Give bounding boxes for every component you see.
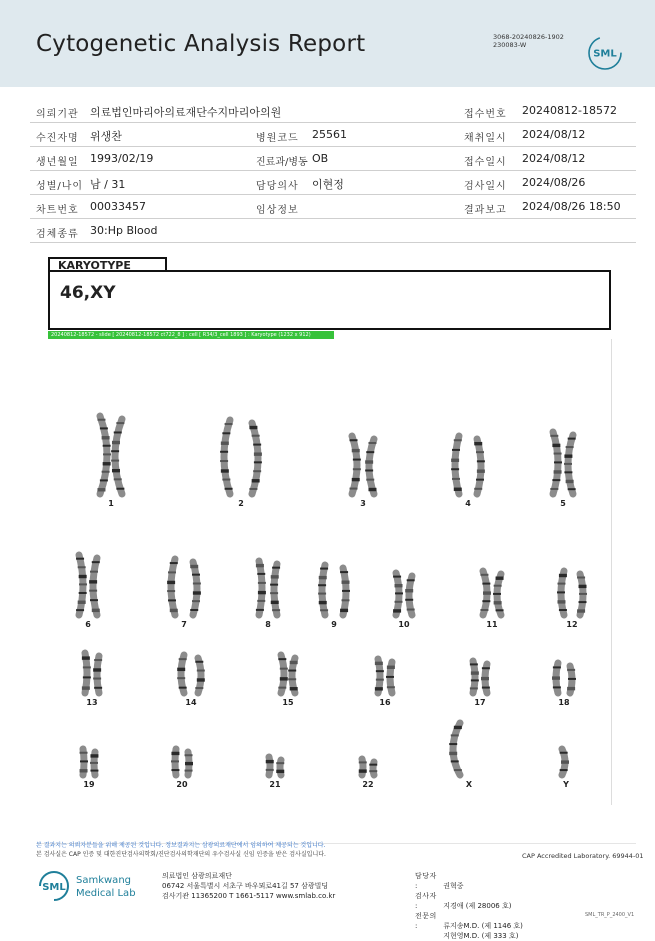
- specimen-label: 검체종류: [36, 229, 79, 240]
- chromosome-pair-20: [171, 749, 193, 775]
- staff-name: 류지송M.D. (제 1146 호): [443, 922, 523, 930]
- examinee-value: 위생찬: [90, 130, 122, 143]
- staff-block: [415, 871, 523, 941]
- samkwang-logo-icon: [36, 868, 154, 904]
- karyotype-tab: KARYOTYPE: [48, 257, 167, 270]
- chromosome-pair-2: [220, 420, 262, 494]
- chromosome-pair-9: [318, 565, 350, 615]
- chromosome-label-9: 9: [331, 620, 337, 629]
- chart-no-value: 00033457: [90, 200, 146, 213]
- collection-date-value: 2024/08/12: [522, 128, 586, 141]
- info-row: [30, 147, 636, 171]
- report-id-line-1: 3068-20240826-1902: [493, 33, 564, 41]
- info-row: [30, 171, 636, 195]
- test-date-label: 검사일시: [464, 181, 507, 192]
- chromosome-label-19: 19: [83, 780, 95, 789]
- institution-value: 의료법인마리아의료재단수지마리아의원: [90, 106, 282, 119]
- org-contact: 검사기관 11365200 T 1661-5117 www.smlab.co.kr: [162, 892, 336, 900]
- report-id-line-2: 230083-W: [493, 41, 527, 49]
- chromosome-pair-18: [552, 663, 576, 693]
- staff-name: 지현영M.D. (제 333 호): [443, 932, 519, 940]
- info-row: [30, 219, 636, 243]
- chromosome-label-4: 4: [465, 499, 471, 508]
- info-row: [30, 99, 636, 123]
- dept-label: 진료과/병동: [256, 157, 308, 168]
- chromosome-pair-6: [76, 555, 100, 615]
- staff-row: [415, 891, 523, 911]
- ward-code-label: 병원코드: [256, 133, 299, 144]
- chromosome-pair-3: [350, 436, 377, 494]
- chromosome-pair-13: [82, 653, 102, 693]
- chart-no-label: 차트번호: [36, 205, 79, 216]
- dob-value: 1993/02/19: [90, 152, 154, 165]
- chromosome-label-16: 16: [379, 698, 391, 707]
- dob-label: 생년월일: [36, 157, 79, 168]
- staff-name: 권혁중: [443, 882, 464, 890]
- chromosome-pair-12: [557, 571, 587, 615]
- staff-label: 검사자 :: [415, 892, 437, 910]
- chromosome-pair-X: [449, 723, 462, 775]
- footer-logo-mark: SML: [42, 882, 66, 893]
- chromosome-pair-16: [375, 659, 395, 693]
- org-name: 의료법인 삼광의료재단: [162, 872, 232, 880]
- specimen-value: 30:Hp Blood: [90, 224, 158, 237]
- dept-value: OB: [312, 152, 329, 165]
- chromosome-pair-1: [97, 416, 124, 494]
- logo-text: SML: [593, 48, 617, 60]
- receipt-no-label: 접수번호: [464, 109, 507, 120]
- chromosome-label-10: 10: [398, 620, 410, 629]
- chromosome-label-X: X: [465, 780, 473, 789]
- karyogram-svg: [48, 339, 611, 805]
- chromosome-label-Y: Y: [563, 780, 569, 789]
- chromosome-pair-4: [451, 436, 485, 494]
- chromosome-pair-19: [80, 749, 99, 775]
- chromosome-label-8: 8: [265, 620, 271, 629]
- disclaimer-gray: 본 검사실은 CAP 인증 및 대한진단검사의학회/진단검사의학재단의 우수검사실 신임 인증을 받은 검사실입니다.: [36, 851, 326, 858]
- staff-label: 전문의 :: [415, 912, 437, 930]
- samkwang-logo: [36, 868, 154, 908]
- chromosome-pair-17: [470, 661, 490, 693]
- chromosome-label-12: 12: [566, 620, 578, 629]
- chromosome-pair-8: [256, 561, 280, 615]
- test-date-value: 2024/08/26: [522, 176, 586, 189]
- chromosome-pair-11: [480, 571, 503, 615]
- disclaimer-blue: 본 결과지는 의뢰자분들을 위해 제공된 것입니다. 정보결과지는 삼광의료재단에서 임의하여 제공되는 것입니다.: [36, 842, 326, 849]
- chromosome-label-2: 2: [238, 499, 244, 508]
- lab-name-line-1: Samkwang: [76, 875, 131, 886]
- cap-accreditation: CAP Accredited Laboratory. 69944-01: [522, 852, 644, 860]
- chromosome-label-21: 21: [269, 780, 281, 789]
- karyotype-result-box: [48, 270, 611, 330]
- receipt-date-value: 2024/08/12: [522, 152, 586, 165]
- clinical-info-label: 임상정보: [256, 205, 299, 216]
- chromosome-pair-7: [167, 559, 201, 615]
- chromosome-label-1: 1: [108, 499, 114, 508]
- staff-row: [415, 911, 523, 931]
- chromosome-label-7: 7: [181, 620, 187, 629]
- chromosome-pair-15: [278, 655, 297, 693]
- staff-name: 지경애 (제 28006 호): [443, 902, 512, 910]
- chromosome-label-15: 15: [282, 698, 294, 707]
- staff-row: [415, 871, 523, 891]
- report-date-value: 2024/08/26 18:50: [522, 200, 621, 213]
- lab-address-block: [162, 871, 335, 901]
- chromosome-label-18: 18: [558, 698, 570, 707]
- chromosome-label-17: 17: [474, 698, 486, 707]
- lab-name-line-2: Medical Lab: [76, 888, 136, 899]
- report-date-label: 결과보고: [464, 205, 507, 216]
- karyogram-image: [48, 339, 612, 805]
- staff-label: 담당자 :: [415, 872, 437, 890]
- institution-label: 의뢰기관: [36, 109, 79, 120]
- sex-age-label: 성별/나이: [36, 181, 84, 192]
- chromosome-pair-10: [393, 573, 415, 615]
- chromosome-pair-5: [550, 432, 575, 494]
- karyogram-caption: 20240812-18572 - slide [ 20240812-18572 ct722_8 ] : cell [ R34/3_cell 1893 ] : Karyotype (1232 x 912): [48, 331, 334, 339]
- chromosome-pair-Y: [560, 749, 569, 775]
- physician-label: 담당의사: [256, 181, 299, 192]
- karyotype-result: 46,XY: [60, 283, 116, 303]
- collection-date-label: 채취일시: [464, 133, 507, 144]
- chromosome-pair-14: [177, 655, 205, 693]
- chromosome-pair-22: [359, 759, 378, 775]
- report-title: Cytogenetic Analysis Report: [36, 31, 366, 57]
- receipt-date-label: 접수일시: [464, 157, 507, 168]
- chromosome-label-6: 6: [85, 620, 91, 629]
- chromosome-label-22: 22: [362, 780, 374, 789]
- chromosome-pair-21: [266, 757, 285, 775]
- chromosome-label-5: 5: [560, 499, 566, 508]
- info-row: [30, 195, 636, 219]
- chromosome-label-13: 13: [86, 698, 98, 707]
- chromosome-label-20: 20: [176, 780, 188, 789]
- chromosome-label-3: 3: [360, 499, 366, 508]
- chromosome-label-14: 14: [185, 698, 197, 707]
- staff-row: [415, 931, 523, 941]
- org-address: 06742 서울특별시 서초구 바우뫼로41길 57 삼광빌딩: [162, 882, 329, 890]
- sex-age-value: 남 / 31: [90, 178, 126, 191]
- info-row: [30, 123, 636, 147]
- ward-code-value: 25561: [312, 128, 347, 141]
- report-id: [493, 33, 564, 49]
- document-code: SML_TR_P_2400_V1: [585, 912, 635, 918]
- sml-logo-icon: [587, 35, 623, 71]
- chromosome-label-11: 11: [486, 620, 498, 629]
- receipt-no-value: 20240812-18572: [522, 104, 617, 117]
- examinee-label: 수진자명: [36, 133, 79, 144]
- physician-value: 이현정: [312, 178, 344, 191]
